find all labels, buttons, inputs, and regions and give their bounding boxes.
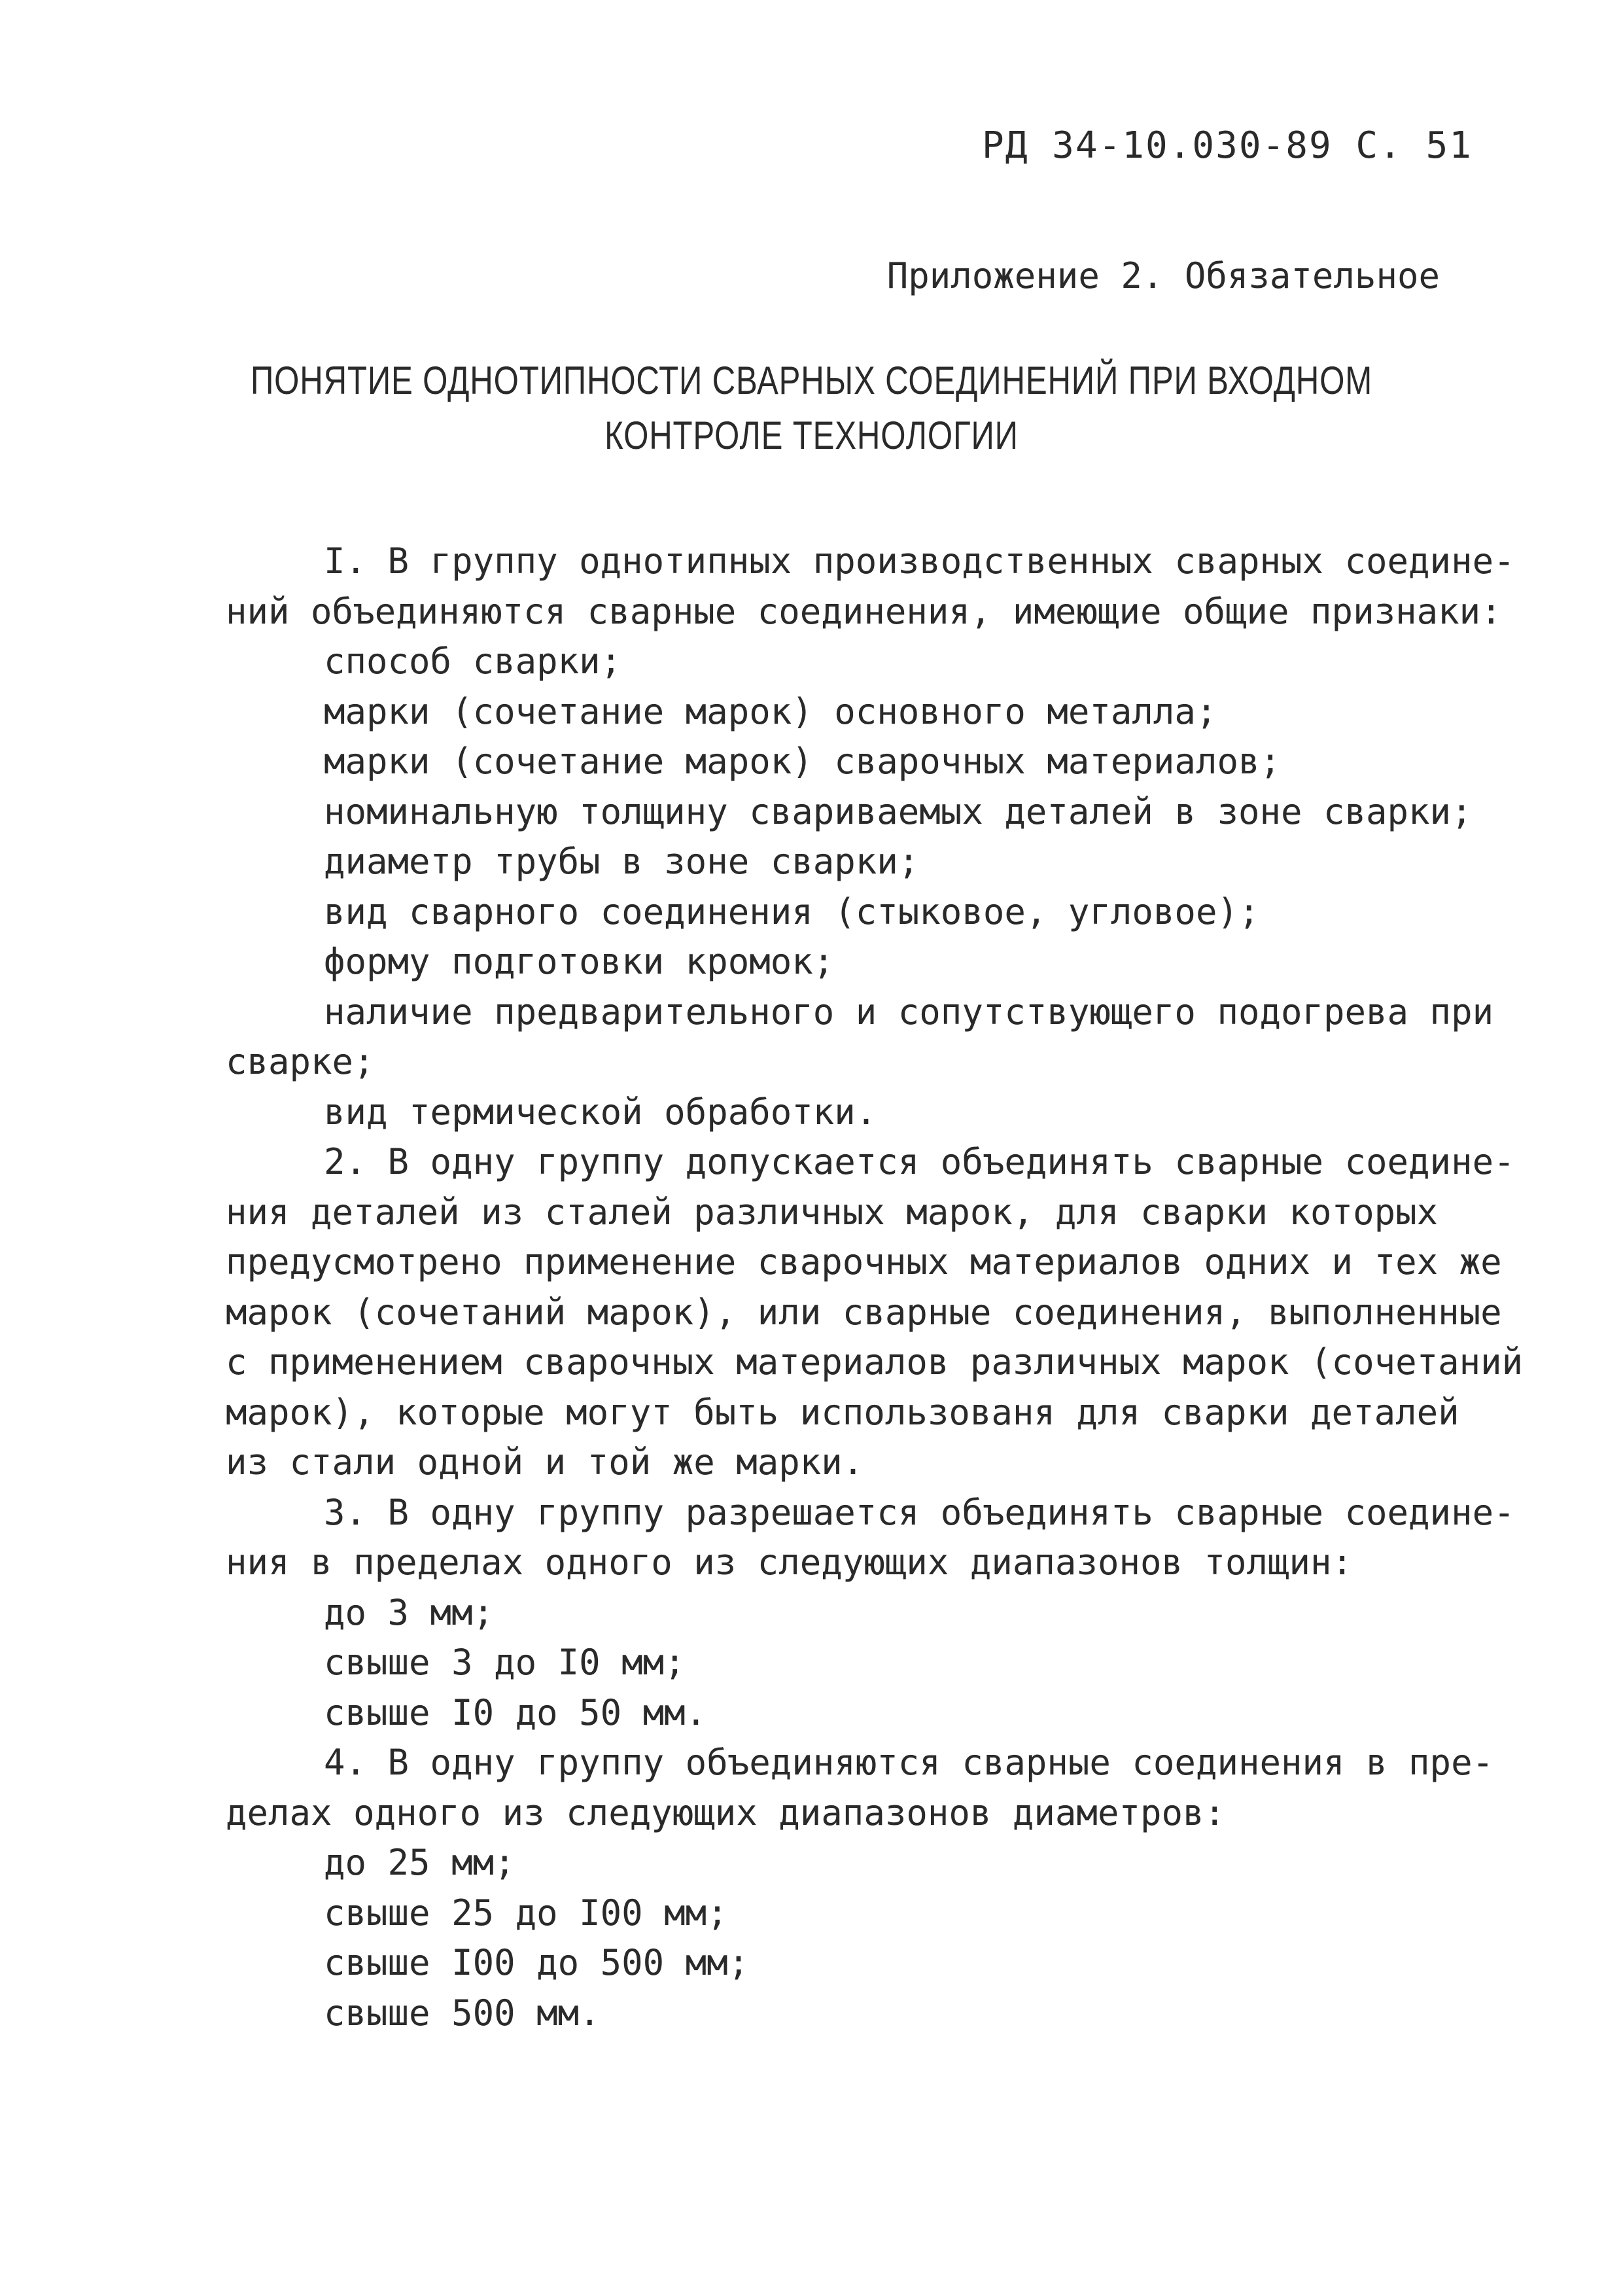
text-line: с применением сварочных материалов различных марок (сочетаний [226,1341,1524,1383]
text-line: свыше I0 до 50 мм. [324,1691,707,1733]
text-line: форму подготовки кромок; [324,941,835,982]
text-line: номинальную толщину свариваемых деталей в зоне сварки; [324,790,1473,832]
title-line-2: КОНТРОЛЕ ТЕХНОЛОГИИ [604,414,1019,457]
text-line: свыше 25 до I00 мм; [324,1892,728,1934]
page-header: РД 34-10.030-89 С. 51 [981,124,1473,167]
text-line: вид сварного соединения (стыковое, угловое); [324,891,1260,932]
title-line-1: ПОНЯТИЕ ОДНОТИПНОСТИ СВАРНЫХ СОЕДИНЕНИЙ ПРИ ВХОДНОМ [250,359,1373,402]
text-line: до 25 мм; [324,1842,515,1883]
text-line: ния деталей из сталей различных марок, для сварки которых [226,1191,1439,1233]
document-title [146,353,1476,463]
text-line: марки (сочетание марок) основного металла; [324,690,1217,732]
text-line: свыше I00 до 500 мм; [324,1942,750,1983]
text-line: сварке; [226,1041,375,1082]
text-line: свыше 500 мм. [324,1992,601,2034]
text-line: марок), которые могут быть использованя для сварки деталей [226,1391,1459,1433]
text-line: диаметр трубы в зоне сварки; [324,841,920,882]
text-line: 4. В одну группу объединяются сварные соединения в пре- [324,1742,1494,1783]
text-line: наличие предварительного и сопутствующего подогрева при [324,991,1494,1033]
text-line: способ сварки; [324,641,622,682]
text-line: до 3 мм; [324,1591,495,1633]
text-line: делах одного из следующих диапазонов диаметров: [226,1792,1226,1833]
document-body [226,537,1524,2038]
text-line: ний объединяются сварные соединения, имеющие общие признаки: [226,590,1502,632]
text-line: вид термической обработки. [324,1091,877,1133]
text-line: из стали одной и той же марки. [226,1441,864,1483]
text-line: 2. В одну группу допускается объединять сварные соедине- [324,1141,1515,1182]
text-line: марки (сочетание марок) сварочных материалов; [324,741,1281,782]
text-line: I. В группу однотипных производственных сварных соедине- [324,540,1515,582]
appendix-label: Приложение 2. Обязательное [886,255,1440,296]
text-line: 3. В одну группу разрешается объединять сварные соедине- [324,1491,1515,1533]
text-line: ния в пределах одного из следующих диапазонов толщин: [226,1542,1353,1583]
text-line: марок (сочетаний марок), или сварные соединения, выполненные [226,1291,1502,1333]
text-line: свыше 3 до I0 мм; [324,1642,686,1683]
text-line: предусмотрено применение сварочных материалов одних и тех же [226,1241,1502,1282]
